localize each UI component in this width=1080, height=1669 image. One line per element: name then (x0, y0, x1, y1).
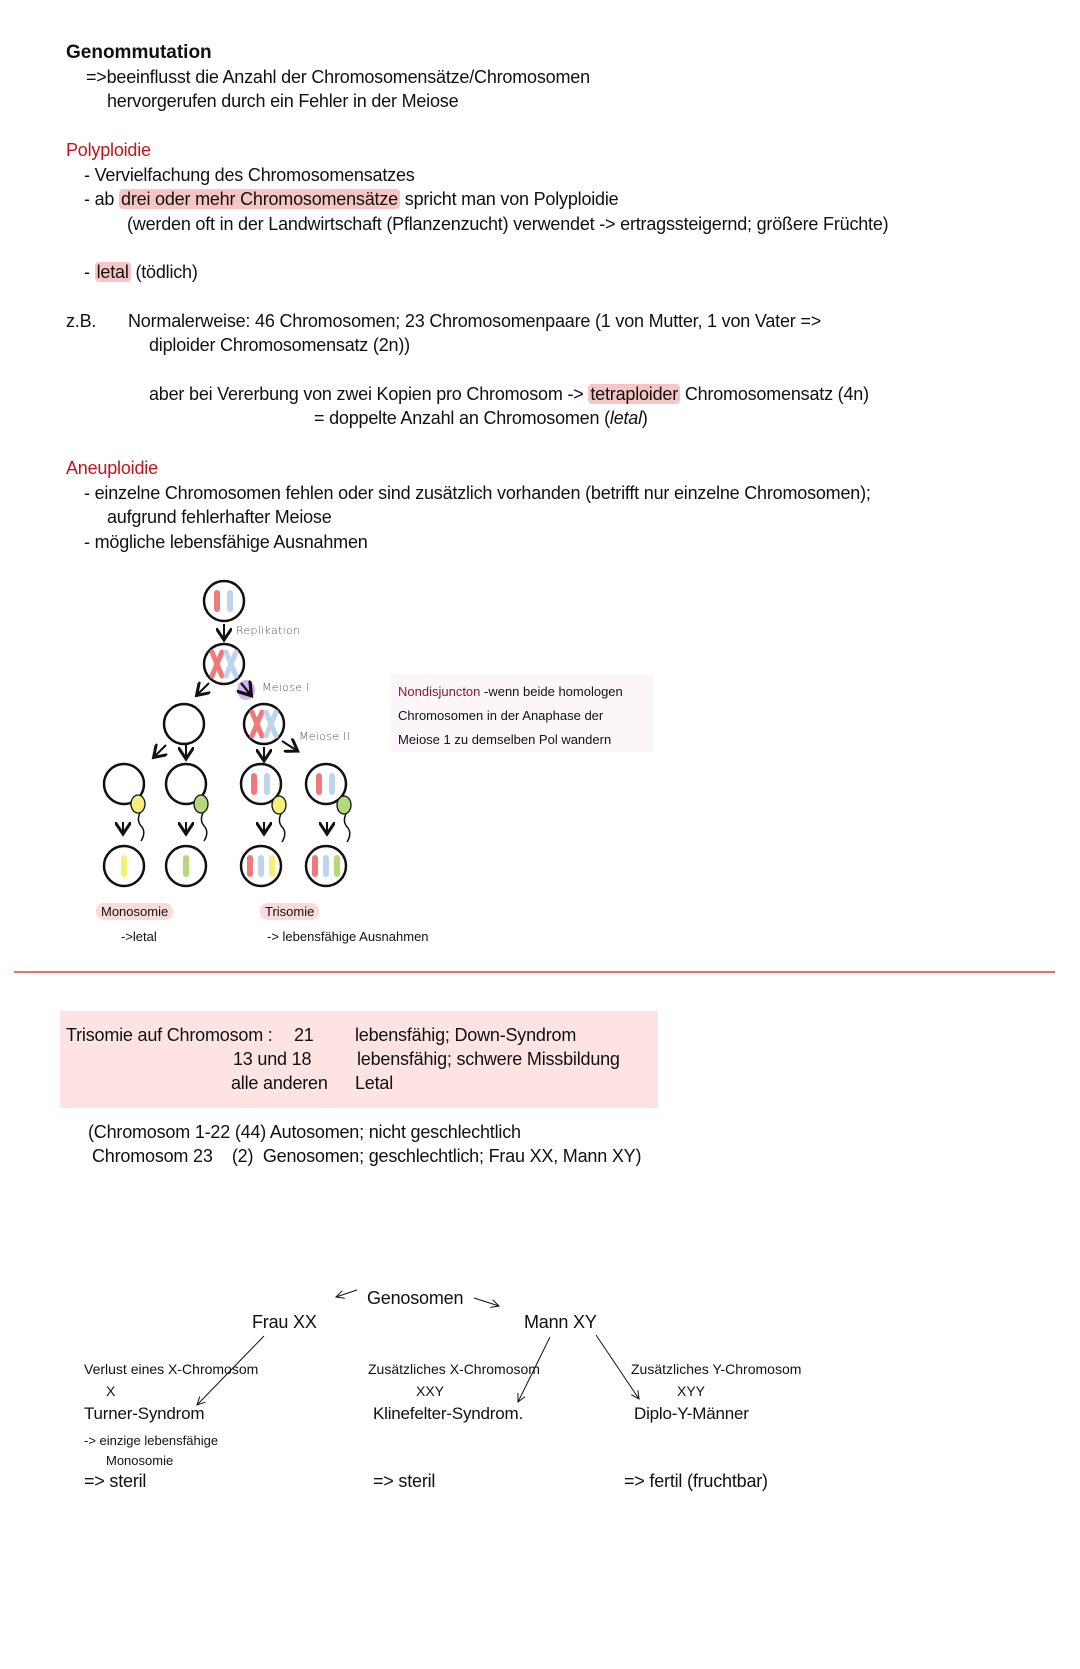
trisomy-table-label: Trisomie auf Chromosom : (66, 1025, 273, 1045)
polyploidie-bullet-1: - Vervielfachung des Chromosomensatzes (84, 165, 415, 185)
note-line-3: Meiose 1 zu demselben Pol wandern (398, 732, 612, 747)
text-suffix: ) (641, 408, 648, 428)
gamete-empty-1 (104, 764, 145, 841)
aneuploidie-bullet-1-cont: aufgrund fehlerhafter Meiose (107, 507, 332, 527)
case-karyotype: XYY (677, 1383, 706, 1399)
tree-root-genosomen: Genosomen (367, 1288, 464, 1308)
case-karyotype: X (106, 1383, 116, 1399)
aneuploidie-bullet-1: - einzelne Chromosomen fehlen oder sind zusätzlich vorhanden (betrifft nur einzelne Chromosomen); (84, 483, 871, 503)
nondisjunction-cell (244, 704, 284, 744)
case-note: Monosomie (106, 1453, 174, 1468)
italic-text: letal (609, 408, 642, 428)
zygote-monosomy-2 (166, 846, 206, 886)
trisomy-row-effect: lebensfähig; schwere Missbildung (357, 1049, 620, 1069)
case-title: Verlust eines X-Chromosom (84, 1361, 259, 1377)
trisomy-row-chromosome: 21 (294, 1025, 314, 1045)
polyploidie-note: (werden oft in der Landwirtschaft (Pflanzenzucht) verwendet -> ertragssteigernd; größere Früchte) (127, 214, 889, 234)
label-meiose-2: Meiose II (299, 730, 351, 743)
aneuploidie-bullet-2: - mögliche lebensfähige Ausnahmen (84, 532, 368, 552)
empty-cell (164, 704, 204, 744)
case-syndrome: Klinefelter-Syndrom. (373, 1404, 524, 1423)
zygote-trisomy-1 (241, 846, 281, 886)
page-title: Genommutation (66, 42, 212, 63)
case-syndrome: Diplo-Y-Männer (634, 1404, 749, 1423)
bullet-suffix: (tödlich) (130, 262, 198, 282)
text-prefix: aber bei Vererbung von zwei Kopien pro Chromosom -> (149, 384, 589, 404)
result-label-monosomie: Monosomie (96, 903, 173, 920)
label-replikation: Replikation (236, 624, 301, 637)
parent-cell (204, 581, 244, 621)
text-prefix: = doppelte Anzahl an Chromosomen ( (314, 408, 610, 428)
trisomy-row-effect: lebensfähig; Down-Syndrom (355, 1025, 577, 1045)
bullet-prefix: - ab (84, 189, 120, 209)
trisomy-row-chromosome: alle anderen (231, 1073, 328, 1093)
autosome-note: (Chromosom 1-22 (44) Autosomen; nicht geschlechtlich (88, 1122, 521, 1142)
example-line-1: Normalerweise: 46 Chromosomen; 23 Chromosomenpaare (1 von Mutter, 1 von Vater => (128, 311, 822, 331)
trisomy-row-chromosome: 13 und 18 (233, 1049, 312, 1069)
case-syndrome: Turner-Syndrom (84, 1404, 205, 1423)
case-title: Zusätzliches X-Chromosom (368, 1361, 540, 1377)
example-line-2: diploider Chromosomensatz (2n)) (149, 335, 410, 355)
note-term: Nondisjuncton (398, 684, 481, 699)
result-label-trisomie: Trisomie (260, 903, 319, 920)
text-suffix: Chromosomensatz (4n) (680, 384, 869, 404)
section-heading-polyploidie: Polyploidie (66, 140, 151, 160)
note-text: -wenn beide homologen (480, 684, 623, 699)
zygote-monosomy-1 (104, 846, 144, 886)
case-karyotype: XXY (416, 1383, 445, 1399)
zygote-trisomy-2 (306, 846, 346, 886)
definition-line: =>beeinflusst die Anzahl der Chromosomensätze/Chromosomen (86, 67, 590, 87)
replicated-cell (204, 644, 244, 684)
bullet-prefix: - (84, 262, 95, 282)
note-line-2: Chromosomen in der Anaphase der (398, 708, 604, 723)
section-heading-aneuploidie: Aneuploidie (66, 458, 158, 478)
note-line-1 (398, 684, 623, 699)
gamete-disomic-2 (306, 764, 351, 842)
result-note-monosomie: ->letal (121, 929, 157, 944)
case-fertility: => fertil (fruchtbar) (624, 1471, 768, 1491)
case-note: -> einzige lebensfähige (84, 1433, 219, 1448)
example-label: z.B. (66, 311, 97, 331)
case-title: Zusätzliches Y-Chromosom (631, 1361, 802, 1377)
highlight-text: tetraploider (590, 384, 679, 404)
section-divider (14, 971, 1055, 973)
highlight-text: letal (96, 262, 129, 282)
label-meiose-1: Meiose I (262, 681, 310, 694)
genosome-note: Chromosom 23 (2) Genosomen; geschlechtlich; Frau XX, Mann XY) (92, 1146, 642, 1166)
tree-node-female: Frau XX (252, 1312, 317, 1332)
result-note-trisomie: -> lebensfähige Ausnahmen (267, 929, 429, 944)
cause-line: hervorgerufen durch ein Fehler in der Meiose (107, 91, 459, 111)
bullet-suffix: spricht man von Polyploidie (399, 189, 619, 209)
case-fertility: => steril (84, 1471, 147, 1491)
trisomy-row-effect: Letal (355, 1073, 394, 1093)
case-fertility: => steril (373, 1471, 436, 1491)
highlight-text: drei oder mehr Chromosomensätze (121, 189, 398, 209)
tree-node-male: Mann XY (524, 1312, 597, 1332)
